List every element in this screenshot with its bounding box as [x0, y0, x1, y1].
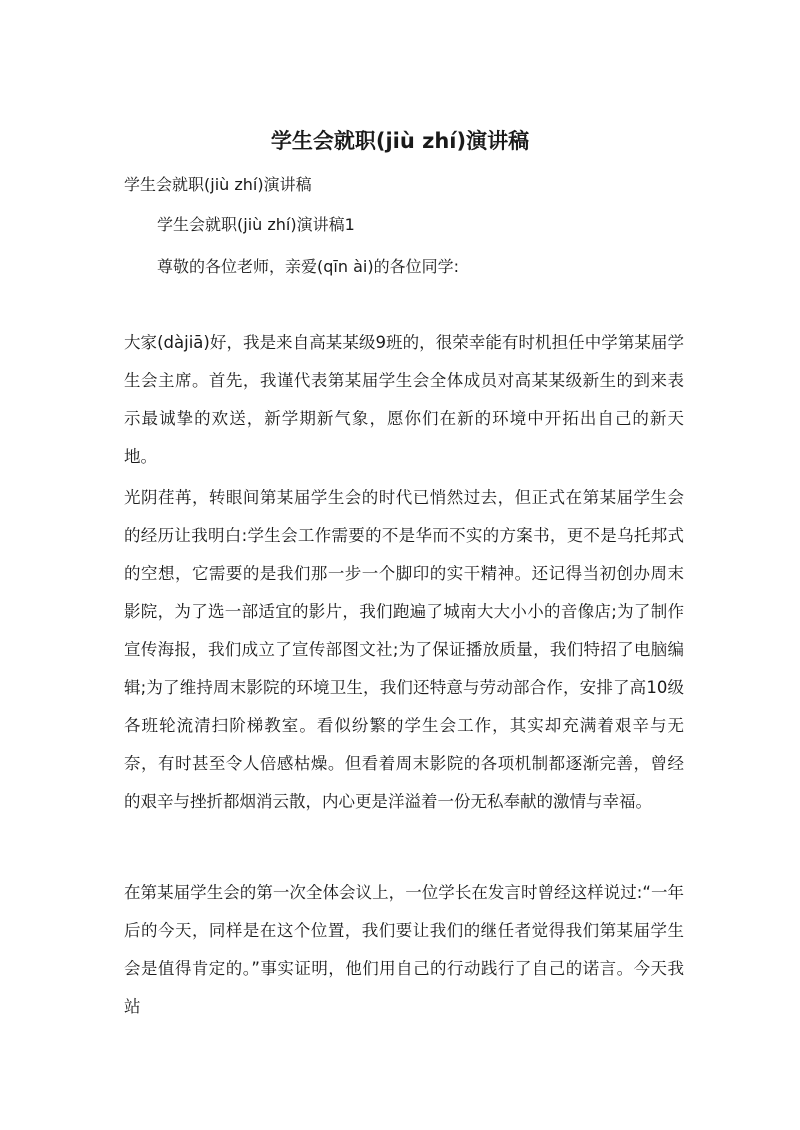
salutation: 尊敬的各位老师，亲爱(qīn ài)的各位同学: — [157, 257, 459, 276]
paragraph-1: 大家(dàjiā)好，我是来自高某某级9班的，很荣幸能有时机担任中学第某届学生会主席。首先，我谨代表第某届学生会全体成员对高某某级新生的到来表示最诚挚的欢送，新学期新气象，愿你们在新的环境中开拓出自己的新天地。 — [124, 333, 684, 466]
section-heading: 学生会就职(jiù zhí)演讲稿1 — [157, 215, 355, 234]
paragraph-2: 光阴荏苒，转眼间第某届学生会的时代已悄然过去，但正式在第某届学生会的经历让我明白:学生会工作需要的不是华而不实的方案书，更不是乌托邦式的空想，它需要的是我们那一步一个脚印的实干精神。还记得当初创办周末影院，为了选一部适宜的影片，我们跑遍了城南大大小小的音像店;为了制作宣传海报，我们成立了宣传部图文社;为了保证播放质量，我们特招了电脑编辑;为了维持周末影院的环境卫生，我们还特意与劳动部合作，安排了高10级各班轮流清扫阶梯教室。看似纷繁的学生会工作，其实却充满着艰辛与无奈，有时甚至令人倍感枯燥。但看着周末影院的各项机制都逐渐完善，曾经的艰辛与挫折都烟消云散，内心更是洋溢着一份无私奉献的激情与幸福。 — [124, 488, 684, 811]
document-title: 学生会就职(jiù zhí)演讲稿 — [270, 129, 530, 153]
document-subtitle: 学生会就职(jiù zhí)演讲稿 — [124, 175, 312, 194]
paragraph-3: 在第某届学生会的第一次全体会议上，一位学长在发言时曾经这样说过:“一年后的今天，同样是在这个位置，我们要让我们的继任者觉得我们第某届学生会是值得肯定的。”事实证明，他们用自己的行动践行了自己的诺言。今天我站 — [124, 883, 684, 1016]
